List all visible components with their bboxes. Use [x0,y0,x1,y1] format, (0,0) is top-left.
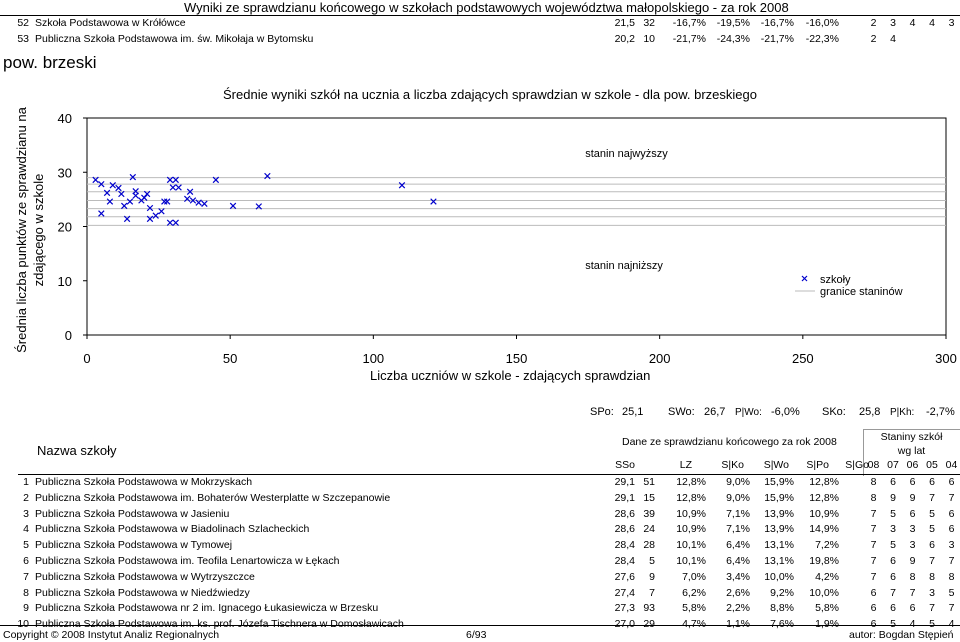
row-value: 27,0 [614,618,635,631]
row-stanine: 5 [929,618,935,631]
row-value: 3,4% [726,570,750,583]
row-stanine: 7 [890,586,896,599]
x-tick-label: 250 [791,351,814,366]
spo-value: -21,7% [760,33,794,45]
row-value: 7,0% [682,570,706,583]
footer-author: autor: Bogdan Stępień [849,629,954,641]
school-name: Szkoła Podstawowa w Krółówce [35,17,186,29]
table-name-header: Nazwa szkoły [37,443,117,458]
row-number: 5 [23,539,29,552]
row-number: 1 [23,476,29,488]
row-value: 5,8% [682,602,706,615]
x-tick-label: 100 [362,351,385,366]
row-value: 15,9% [764,476,794,488]
row-value: 29 [643,618,655,631]
row-value: 7,6% [770,618,794,631]
x-tick-label: 150 [505,351,528,366]
stat-pkh-label: P|Kh: [890,407,915,418]
stanine-s07: 3 [890,17,896,29]
row-stanine: 7 [929,602,935,615]
x-tick-label: 200 [648,351,671,366]
row-value: 9,0% [726,476,750,488]
row-value: 4,2% [815,570,839,583]
row-stanine: 3 [909,523,916,536]
stanine-s08: 2 [870,17,877,29]
row-stanine: 8 [870,476,877,488]
section-title: pow. brzeski [3,53,97,72]
row-value: 10,9% [676,523,706,536]
row-number: 53 [17,33,29,45]
row-value: 12,8% [809,491,839,504]
row-stanine: 7 [870,555,877,567]
row-value: 8,8% [770,602,794,615]
column-header: S|Po [806,459,829,471]
row-value: 9,2% [770,586,794,599]
swo-value: -24,3% [716,33,750,45]
school-name: Publiczna Szkoła Podstawowa im. Teofila Lenartowicza w Łękach [35,555,340,567]
row-stanine: 6 [890,602,896,615]
y-tick-label: 20 [57,219,72,235]
row-value: 7 [649,586,655,599]
row-number: 4 [23,523,29,536]
row-value: 10,0% [809,586,839,599]
row-value: 12,8% [676,476,706,488]
school-name: Publiczna Szkoła Podstawowa im. św. Mikołaja w Bytomsku [35,33,314,45]
row-value: 15,9% [764,491,794,504]
scatter-chart [0,100,960,390]
row-number: 9 [23,602,29,615]
row-value: 10,9% [676,507,706,520]
school-name: Publiczna Szkoła Podstawowa nr 2 im. Ignacego Łukasiewicza w Brzesku [35,602,379,615]
row-value: 10,9% [809,507,839,520]
stat-sko-label: SKo: [822,406,846,418]
row-value: 4,7% [682,618,706,631]
row-value: 93 [643,602,655,615]
row-stanine: 3 [948,539,955,552]
swo-value: -19,5% [716,17,750,29]
row-stanine: 7 [948,555,955,567]
row-value: 10,1% [676,539,706,552]
row-stanine: 8 [909,570,916,583]
row-stanine: 8 [948,570,955,583]
row-number: 10 [17,618,29,631]
row-value: 13,9% [764,523,794,536]
stanine-s04: 3 [948,17,955,29]
row-value: 28,6 [614,523,635,536]
row-stanine: 4 [948,618,955,631]
row-value: 6,4% [726,539,750,552]
row-stanine: 9 [909,491,916,504]
chart-x-axis-label: Liczba uczniów w szkole - zdających sprawdzian [370,368,651,383]
row-value: 2,2% [726,602,750,615]
page-header-title: Wyniki ze sprawdzianu końcowego w szkołach podstawowych województwa małopolskiego - za rok 2008 [184,0,789,15]
school-name: Publiczna Szkoła Podstawowa w Biadolinach Szlacheckich [35,523,310,536]
row-stanine: 7 [870,507,877,520]
row-value: 9 [649,570,655,583]
legend-schools-label: szkoły [820,274,851,286]
row-stanine: 5 [929,523,935,536]
stanine-s05: 4 [929,17,935,29]
plot-area [87,118,946,335]
table-data-header: Dane ze sprawdzianu końcowego za rok 2008 [622,436,837,448]
row-value: 29,1 [614,476,635,488]
year-header: 06 [906,459,919,471]
row-number: 7 [23,570,29,583]
stat-swo-label: SWo: [668,406,695,418]
row-value: 6,4% [726,555,750,567]
year-header: 04 [945,459,958,471]
spo-value: -16,7% [760,17,794,29]
row-value: 5 [649,555,655,567]
row-stanine: 6 [870,618,877,631]
row-value: 5,8% [815,602,839,615]
row-value: 10,0% [764,570,794,583]
school-name: Publiczna Szkoła Podstawowa w Tymowej [35,539,233,552]
row-stanine: 3 [890,523,896,536]
row-stanine: 9 [909,555,916,567]
y-tick-label: 40 [57,111,72,126]
row-value: 28 [643,539,655,552]
row-value: 12,8% [676,491,706,504]
school-name: Publiczna Szkoła Podstawowa im. ks. prof. Józefa Tischnera w Domosławicach [35,618,404,631]
year-header: 07 [887,459,899,471]
row-value: 13,1% [764,539,794,552]
row-stanine: 7 [870,539,877,552]
row-value: 15 [643,491,655,504]
row-stanine: 5 [929,507,935,520]
row-value: 7,1% [726,507,750,520]
sgo-value: -16,0% [805,17,839,29]
row-value: 24 [643,523,655,536]
stat-spo-label: SPo: [590,406,614,418]
stat-sko-value: 25,8 [859,406,881,418]
school-name: Publiczna Szkoła Podstawowa w Wytrzyszczce [35,570,255,583]
row-stanine: 6 [870,586,877,599]
sko-value: -21,7% [672,33,706,45]
row-value: 13,9% [764,507,794,520]
chart-y-axis-label: Średnia liczba punktów ze sprawdzianu na zdającego w szkole [14,107,46,353]
row-number: 6 [23,555,29,567]
staniny-header-line2: wg lat [897,445,926,457]
sso-value: 20,2 [614,33,635,45]
row-number: 52 [17,17,29,29]
row-value: 7,2% [815,539,839,552]
row-stanine: 3 [929,586,935,599]
row-stanine: 7 [948,491,955,504]
row-stanine: 6 [890,476,896,488]
school-name: Publiczna Szkoła Podstawowa w Jasieniu [35,507,230,520]
stat-pwo-value: -6,0% [771,406,800,418]
row-stanine: 7 [929,555,935,567]
row-stanine: 6 [948,476,955,488]
footer-rule [0,625,960,626]
x-tick-label: 50 [222,351,238,366]
row-value: 28,6 [614,507,635,520]
row-stanine: 6 [890,570,896,583]
row-stanine: 7 [909,586,916,599]
row-number: 2 [23,491,29,504]
row-stanine: 6 [909,602,916,615]
row-value: 12,8% [809,476,839,488]
row-value: 10,1% [676,555,706,567]
row-stanine: 5 [890,539,896,552]
row-stanine: 7 [870,523,877,536]
annotation-bottom-stanine: stanin najniższy [585,259,663,272]
row-value: 28,4 [614,539,635,552]
school-name: Publiczna Szkoła Podstawowa im. Bohaterów Westerplatte w Szczepanowie [35,491,391,504]
year-header: 05 [926,459,938,471]
stanine-s06: 4 [909,17,916,29]
row-stanine: 6 [929,476,935,488]
row-value: 1,9% [815,618,839,631]
year-header: 08 [867,459,880,471]
stanine-s08: 2 [870,33,877,45]
row-value: 6,2% [682,586,706,599]
staniny-header-line1: Staniny szkół [880,431,943,443]
row-stanine: 3 [909,539,916,552]
stanine-s07: 4 [890,33,896,45]
row-stanine: 9 [890,491,896,504]
school-name: Publiczna Szkoła Podstawowa w Mokrzyskach [35,476,253,488]
row-value: 28,4 [614,555,635,567]
row-stanine: 4 [909,618,916,631]
stat-spo-value: 25,1 [622,406,644,418]
row-value: 27,6 [614,570,635,583]
school-name: Publiczna Szkoła Podstawowa w Niedźwiedzy [35,586,250,599]
row-value: 7,1% [726,523,750,536]
row-stanine: 6 [948,507,955,520]
sko-value: -16,7% [672,17,706,29]
y-tick-label: 10 [57,273,72,289]
row-stanine: 6 [870,602,877,615]
row-stanine: 8 [870,491,877,504]
column-header: S|Wo [763,459,789,471]
row-stanine: 6 [929,539,935,552]
row-stanine: 7 [948,602,955,615]
row-number: 3 [23,507,29,520]
stat-pkh-value: -2,7% [926,406,955,418]
footer-page-number: 6/93 [466,629,487,641]
row-stanine: 5 [890,618,896,631]
column-header: SSo [615,459,635,471]
lz-value: 10 [643,33,655,45]
row-stanine: 7 [870,570,877,583]
row-stanine: 6 [948,523,955,536]
row-value: 27,4 [614,586,635,599]
row-stanine: 8 [929,570,935,583]
row-stanine: 6 [909,507,916,520]
legend-bounds-label: granice staninów [820,286,903,298]
row-value: 9,0% [726,491,750,504]
footer-copyright: Copyright © 2008 Instytut Analiz Regionalnych [3,629,220,641]
row-value: 27,3 [614,602,635,615]
row-stanine: 7 [929,491,935,504]
column-header: S|Ko [721,459,744,471]
sso-value: 21,5 [614,17,635,29]
row-stanine: 5 [948,586,955,599]
y-tick-label: 30 [57,165,72,181]
sgo-value: -22,3% [805,33,839,45]
row-stanine: 5 [890,507,896,520]
stat-swo-value: 26,7 [704,406,726,418]
x-tick-label: 300 [935,351,957,366]
row-value: 51 [643,476,655,488]
x-tick-label: 0 [83,351,91,366]
row-value: 29,1 [614,491,635,504]
lz-value: 32 [643,17,655,29]
stat-pwo-label: P|Wo: [735,407,762,418]
row-stanine: 6 [909,476,916,488]
row-value: 14,9% [809,523,839,536]
row-number: 8 [23,586,29,599]
row-value: 19,8% [809,555,839,567]
row-value: 2,6% [726,586,750,599]
row-value: 13,1% [764,555,794,567]
column-header: LZ [679,459,692,471]
row-value: 1,1% [726,618,750,631]
column-header: S|Go [845,459,869,471]
row-stanine: 6 [890,555,896,567]
y-tick-label: 0 [64,328,72,343]
table-header-rule [18,474,960,475]
annotation-top-stanine: stanin najwyższy [585,148,668,161]
chart-title: Średnie wyniki szkół na ucznia a liczba zdających sprawdzian w szkole - dla pow. brzeskiego [223,87,757,102]
row-value: 39 [643,507,655,520]
